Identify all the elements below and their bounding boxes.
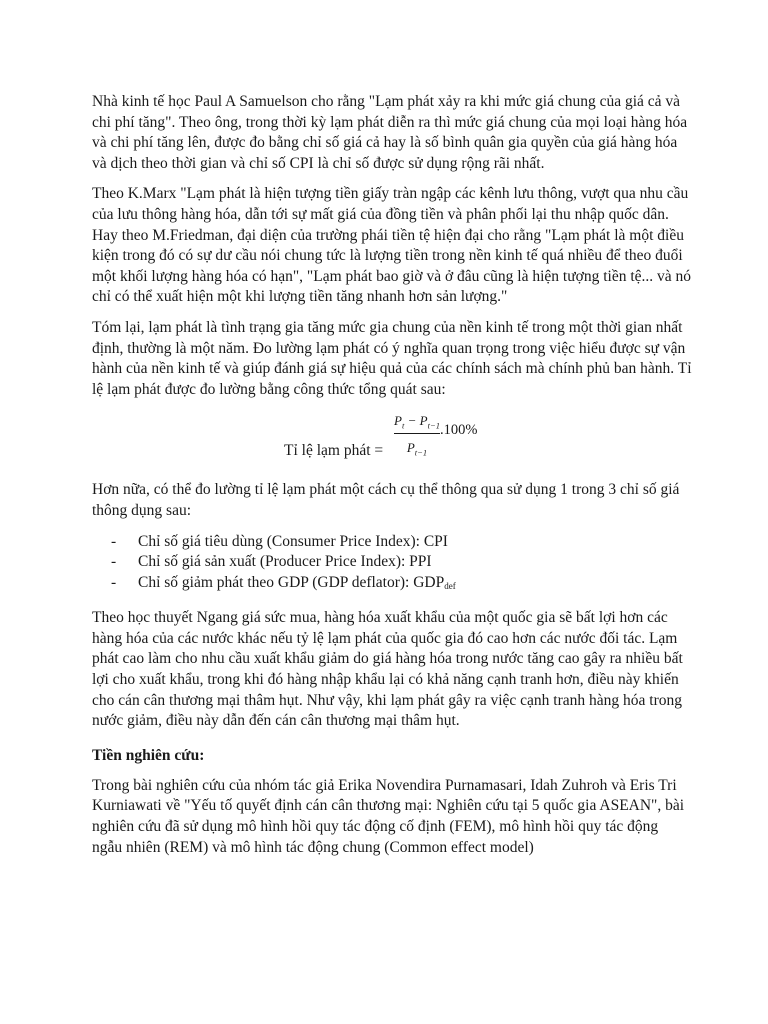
list-item-text: Chỉ số giảm phát theo GDP (GDP deflator): GDP (138, 573, 445, 591)
list-item (92, 532, 692, 553)
numerator-sub-t: t (402, 420, 405, 431)
paragraph-ppp-theory: Theo học thuyết Ngang giá sức mua, hàng hóa xuất khẩu của một quốc gia sẽ bất lợi hơn các hàng hóa của các nước khác nếu tỷ lệ lạm phát của quốc gia đó cao hơn các nước đối tác. Lạm phát cao làm cho nhu cầu xuất khẩu giảm do giá hàng hóa trong nước tăng cao gây ra nhiều bất lợi cho xuất khẩu, trong khi đó hàng nhập khẩu lại có khả năng cạnh tranh hơn, điều này khiến cho cán cân thương mại thâm hụt. Như vậy, khi lạm phát gây ra việc cạnh tranh hàng hóa trong nước giảm, điều này dẫn đến cán cân thương mại thâm hụt. (92, 609, 683, 730)
gdp-def-subscript: def (444, 580, 456, 591)
paragraph-marx-friedman: Theo K.Marx "Lạm phát là hiện tượng tiền giấy tràn ngập các kênh lưu thông, vượt qua nhu cầu của lưu thông hàng hóa, dẫn tới sự mất giá của đồng tiền và phân phối lại thu nhập quốc dân. Hay theo M.Friedman, đại diện của trường phái tiền tệ hiện đại cho rằng "Lạm phát là một điều kiện trong đó có sự dư cầu nói chung tức là lượng tiền trong nền kinh tế quá nhiều để theo đuổi một khối lượng hàng hóa có hạn", "Lạm phát bao giờ và ở đâu cũng là hiện tượng tiền tệ... và nó chỉ có thể xuất hiện một khi lượng tiền tăng nhanh hơn sản lượng." (92, 185, 692, 306)
list-item (92, 573, 692, 597)
section-heading: Tiền nghiên cứu: (92, 746, 205, 764)
numerator-minus-p: − P (404, 413, 428, 429)
document-page (92, 92, 692, 868)
paragraph-prior-research: Trong bài nghiên cứu của nhóm tác giả Erika Novendira Purnamasari, Idah Zuhroh và Eris Tri Kurniawati về "Yếu tố quyết định cán cân thương mại: Nghiên cứu tại 5 quốc gia ASEAN", bài nghiên cứu đã sử dụng mô hình hồi quy tác động cố định (FEM), mô hình hồi quy tác động ngẫu nhiên (REM) và mô hình tác động chung (Common effect model) (92, 776, 685, 856)
list-item (92, 552, 692, 573)
numerator-p-t: P (394, 413, 402, 429)
denominator-sub: t−1 (414, 447, 428, 458)
list-dash: - (111, 553, 117, 571)
paragraph-samuelson: Nhà kinh tế học Paul A Samuelson cho rằng "Lạm phát xảy ra khi mức giá chung của giá cả và chi phí tăng". Theo ông, trong thời kỳ lạm phát diễn ra thì mức giá chung của mọi loại hàng hóa và chi phí tăng lên, được đo bằng chỉ số giá cả hay là số bình quân gia quyền của giá hàng hóa và dịch theo thời gian và chỉ số CPI là chỉ số được sử dụng rộng rãi nhất. (92, 93, 688, 172)
formula-numerator (394, 413, 440, 433)
formula-suffix: .100% (440, 422, 478, 439)
formula-label: Tỉ lệ lạm phát = (284, 442, 384, 460)
inflation-rate-formula (92, 410, 692, 468)
formula-fraction (394, 413, 440, 457)
list-dash: - (111, 532, 117, 550)
paragraph-summary: Tóm lại, lạm phát là tình trạng gia tăng mức gia chung của nền kinh tế trong một thời gian nhất định, thường là một năm. Đo lường lạm phát có ý nghĩa quan trọng trong việc hiểu được sự vận hành của nền kinh tế và giúp đánh giá sự hiệu quả của các chính sách mà chính phủ ban hành. Tỉ lệ lạm phát được đo lường bằng công thức tổng quát sau: (92, 318, 692, 398)
list-dash: - (111, 573, 117, 591)
numerator-sub-t-1: t−1 (427, 420, 440, 431)
list-item-text: Chỉ số giá sản xuất (Producer Price Index): PPI (138, 553, 432, 571)
denominator-p: P (406, 439, 415, 455)
list-item-text: Chỉ số giá tiêu dùng (Consumer Price Index): CPI (138, 532, 448, 550)
formula-denominator (394, 434, 440, 458)
paragraph-price-indices-intro: Hơn nữa, có thể đo lường tỉ lệ lạm phát một cách cụ thể thông qua sử dụng 1 trong 3 chỉ số giá thông dụng sau: (92, 481, 680, 519)
price-index-list (92, 532, 692, 597)
